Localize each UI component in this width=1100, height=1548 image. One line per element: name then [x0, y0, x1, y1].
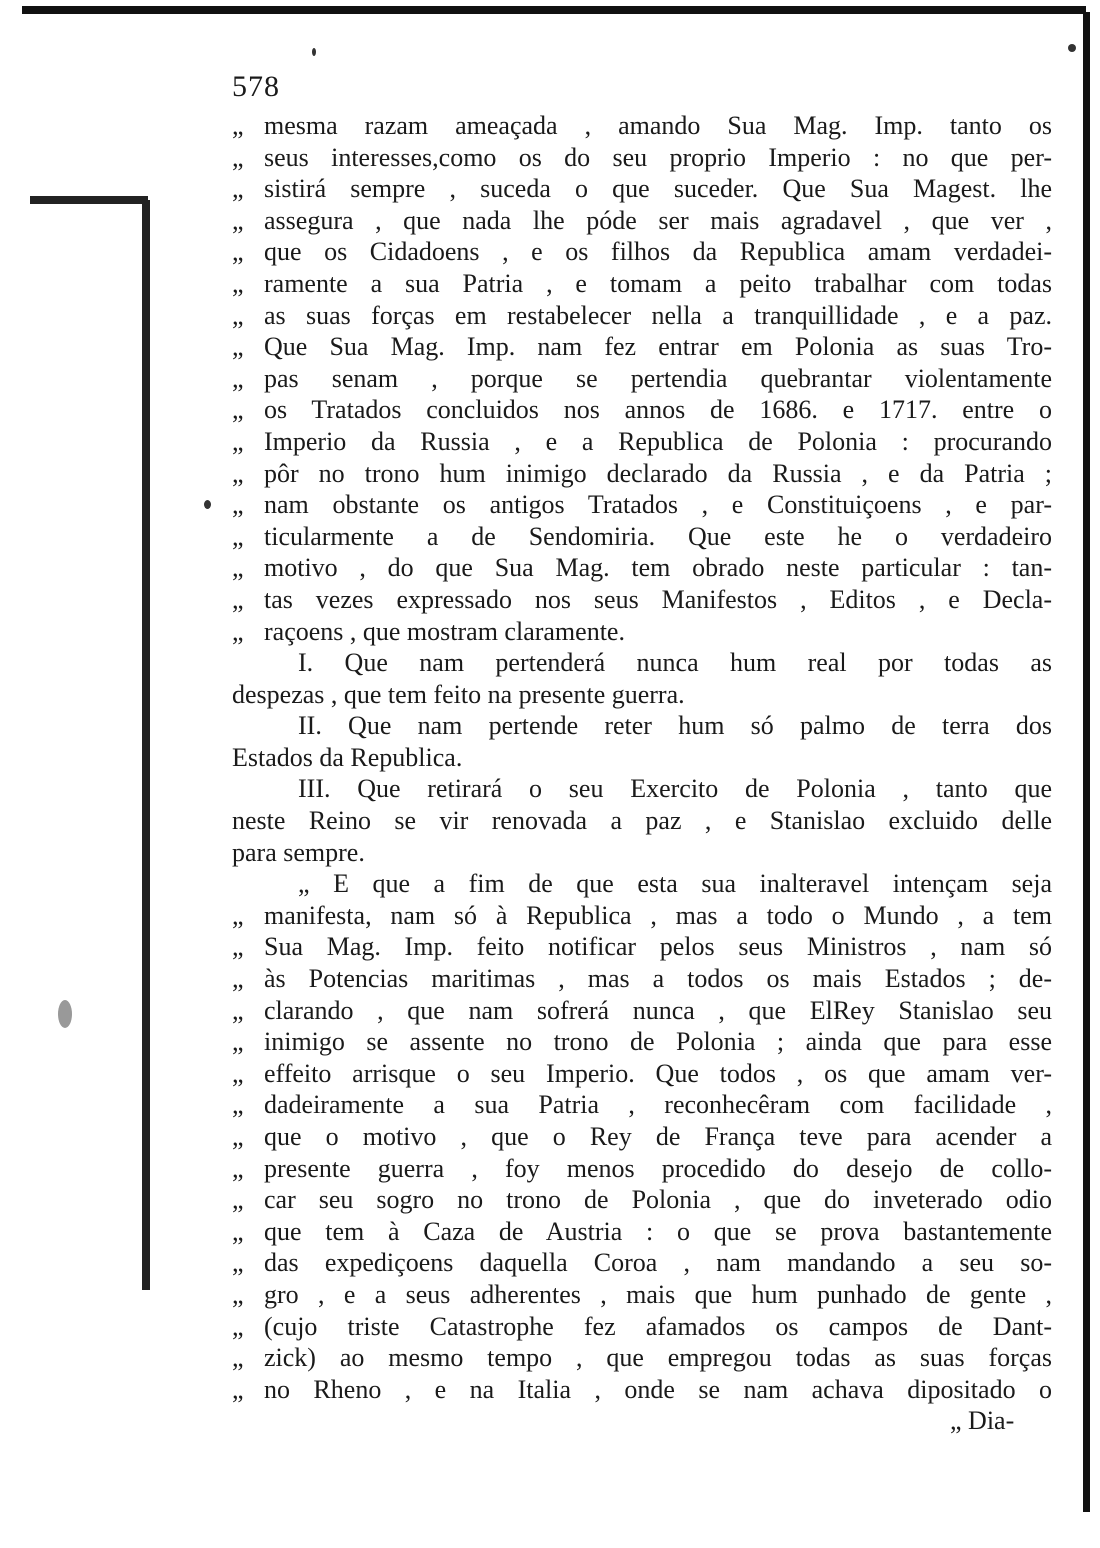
ink-speck: [312, 48, 316, 56]
line-text: seus interesses,como os do seu proprio Imperio : no que per-: [264, 142, 1052, 172]
text-line: [232, 1342, 1052, 1374]
text-line: [232, 1311, 1052, 1343]
line-text: no Rheno , e na Italia , onde se nam achava dipositado o: [264, 1374, 1052, 1404]
text-line: [232, 1184, 1052, 1216]
quote-mark: „: [232, 584, 244, 614]
catchword: „ Dia-: [950, 1406, 1015, 1435]
text-line: [232, 1216, 1052, 1248]
line-text: mesma razam ameaçada , amando Sua Mag. Imp. tanto os: [264, 111, 1052, 140]
line-text: II. Que nam pertende reter hum só palmo de terra dos: [298, 711, 1052, 741]
line-text: às Potencias maritimas , mas a todos os mais Estados ; de-: [264, 964, 1052, 994]
quote-mark: „: [232, 142, 244, 172]
ink-speck: [1068, 44, 1076, 52]
text-line: [232, 1153, 1052, 1185]
line-text: que os Cidadoens , e os filhos da Republica amam verdadei-: [264, 237, 1052, 267]
text-line: [232, 900, 1052, 932]
body-text: [232, 110, 1052, 1405]
text-line: [232, 1279, 1052, 1311]
page-number: 578: [232, 70, 280, 103]
text-line: [232, 1026, 1052, 1058]
text-line: [232, 1089, 1052, 1121]
quote-mark: „: [232, 237, 244, 267]
line-text: clarando , que nam sofrerá nunca , que ElRey Stanislao seu: [264, 995, 1052, 1025]
line-text: zick) ao mesmo tempo , que empregou todas as suas forças: [264, 1343, 1052, 1373]
quote-mark: „: [232, 616, 244, 646]
line-text: que o motivo , que o Rey de França teve para acender a: [264, 1122, 1052, 1151]
line-text: pas senam , porque se pertendia quebrantar violentamente: [264, 363, 1052, 393]
quote-mark: „: [232, 363, 244, 393]
quote-mark: „: [232, 1027, 244, 1057]
line-text: pôr no trono hum inimigo declarado da Russia , e da Patria ;: [264, 458, 1052, 488]
text-line: [232, 458, 1052, 490]
quote-mark: „: [232, 1216, 244, 1246]
line-text: tas vezes expressado nos seus Manifestos , Editos , e Decla-: [264, 584, 1052, 614]
quote-mark: „: [232, 964, 244, 994]
ink-speck: [58, 1000, 72, 1028]
facing-page-shadow-edge: [142, 200, 150, 1290]
text-line: [232, 1121, 1052, 1153]
quote-mark: „: [232, 395, 244, 425]
quote-mark: „: [232, 1090, 244, 1120]
text-line: [232, 647, 1052, 679]
quote-mark: „: [232, 900, 244, 930]
quote-mark: „: [232, 1279, 244, 1309]
line-text: III. Que retirará o seu Exercito de Polonia , tanto que: [298, 774, 1052, 804]
text-line: [232, 616, 1052, 648]
text-line: [232, 805, 1052, 837]
text-line: [232, 394, 1052, 426]
right-border-rule: [1083, 12, 1090, 1512]
text-line: [232, 552, 1052, 584]
text-line: [232, 331, 1052, 363]
text-line: [232, 868, 1052, 900]
quote-mark: „: [232, 932, 244, 962]
quote-mark: „: [232, 205, 244, 235]
text-line: [232, 679, 1052, 711]
quote-mark: „: [232, 490, 244, 520]
text-line: [232, 995, 1052, 1027]
line-text: manifesta, nam só à Republica , mas a todo o Mundo , a tem: [264, 900, 1052, 930]
line-text: effeito arrisque o seu Imperio. Que todos , os que amam ver-: [264, 1058, 1052, 1088]
quote-mark: „: [232, 111, 244, 140]
line-text: gro , e a seus adherentes , mais que hum punhado de gente ,: [264, 1279, 1052, 1309]
line-text: sistirá sempre , suceda o que suceder. Que Sua Magest. lhe: [264, 174, 1052, 204]
line-text: ticularmente a de Sendomiria. Que este he o verdadeiro: [264, 521, 1052, 551]
text-line: [232, 142, 1052, 174]
quote-mark: „: [232, 332, 244, 362]
text-line: [232, 963, 1052, 995]
line-text: (cujo triste Catastrophe fez afamados os campos de Dant-: [264, 1311, 1052, 1341]
text-line: [232, 931, 1052, 963]
line-text: car seu sogro no trono de Polonia , que do inveterado odio: [264, 1185, 1052, 1215]
text-line: [232, 1247, 1052, 1279]
quote-mark: „: [232, 1248, 244, 1278]
quote-mark: „: [232, 268, 244, 298]
text-line: [232, 1374, 1052, 1406]
text-line: [232, 742, 1052, 774]
quote-mark: „: [232, 995, 244, 1025]
line-text: „ E que a fim de que esta sua inalteravel intençam seja: [298, 869, 1052, 899]
ink-speck: [204, 500, 211, 509]
line-text: as suas forças em restabelecer nella a tranquillidade , e a paz.: [264, 300, 1052, 330]
text-line: [232, 363, 1052, 395]
line-text: das expediçoens daquella Coroa , nam mandando a seu so-: [264, 1248, 1052, 1278]
line-text: Que Sua Mag. Imp. nam fez entrar em Polonia as suas Tro-: [264, 332, 1052, 362]
text-line: [232, 173, 1052, 205]
text-line: [232, 773, 1052, 805]
line-text: raçoens , que mostram claramente.: [264, 616, 625, 646]
quote-mark: „: [232, 521, 244, 551]
text-line: [232, 837, 1052, 869]
text-line: [232, 300, 1052, 332]
line-text: Sua Mag. Imp. feito notificar pelos seus Ministros , nam só: [264, 932, 1052, 962]
text-line: [232, 1058, 1052, 1090]
quote-mark: „: [232, 1185, 244, 1215]
quote-mark: „: [232, 553, 244, 583]
line-text: Imperio da Russia , e a Republica de Polonia : procurando: [264, 426, 1052, 456]
quote-mark: „: [232, 1058, 244, 1088]
facing-page-shadow-top: [30, 196, 148, 204]
line-text: neste Reino se vir renovada a paz , e Stanislao excluido delle: [232, 806, 1052, 836]
text-line: [232, 489, 1052, 521]
text-line: [232, 426, 1052, 458]
line-text: os Tratados concluidos nos annos de 1686. e 1717. entre o: [264, 395, 1052, 425]
quote-mark: „: [232, 300, 244, 330]
quote-mark: „: [232, 1374, 244, 1404]
line-text: que tem à Caza de Austria : o que se prova bastantemente: [264, 1216, 1052, 1246]
quote-mark: „: [232, 1122, 244, 1151]
line-text: Estados da Republica.: [232, 742, 463, 772]
line-text: I. Que nam pertenderá nunca hum real por todas as: [298, 648, 1052, 678]
text-line: [232, 710, 1052, 742]
text-line: [232, 110, 1052, 142]
text-line: [232, 521, 1052, 553]
line-text: nam obstante os antigos Tratados , e Constituiçoens , e par-: [264, 490, 1052, 520]
quote-mark: „: [232, 174, 244, 204]
quote-mark: „: [232, 1343, 244, 1373]
line-text: dadeiramente a sua Patria , reconhecêram com facilidade ,: [264, 1090, 1052, 1120]
line-text: para sempre.: [232, 837, 365, 867]
text-line: [232, 584, 1052, 616]
line-text: presente guerra , foy menos procedido do desejo de collo-: [264, 1153, 1052, 1183]
text-line: [232, 236, 1052, 268]
top-border-rule: [22, 6, 1086, 14]
line-text: assegura , que nada lhe póde ser mais agradavel , que ver ,: [264, 205, 1052, 235]
quote-mark: „: [232, 426, 244, 456]
quote-mark: „: [232, 1153, 244, 1183]
line-text: ramente a sua Patria , e tomam a peito trabalhar com todas: [264, 268, 1052, 298]
text-line: [232, 268, 1052, 300]
quote-mark: „: [232, 1311, 244, 1341]
line-text: inimigo se assente no trono de Polonia ; ainda que para esse: [264, 1027, 1052, 1057]
text-line: [232, 205, 1052, 237]
quote-mark: „: [232, 458, 244, 488]
line-text: despezas , que tem feito na presente guerra.: [232, 679, 685, 709]
line-text: motivo , do que Sua Mag. tem obrado neste particular : tan-: [264, 553, 1052, 583]
